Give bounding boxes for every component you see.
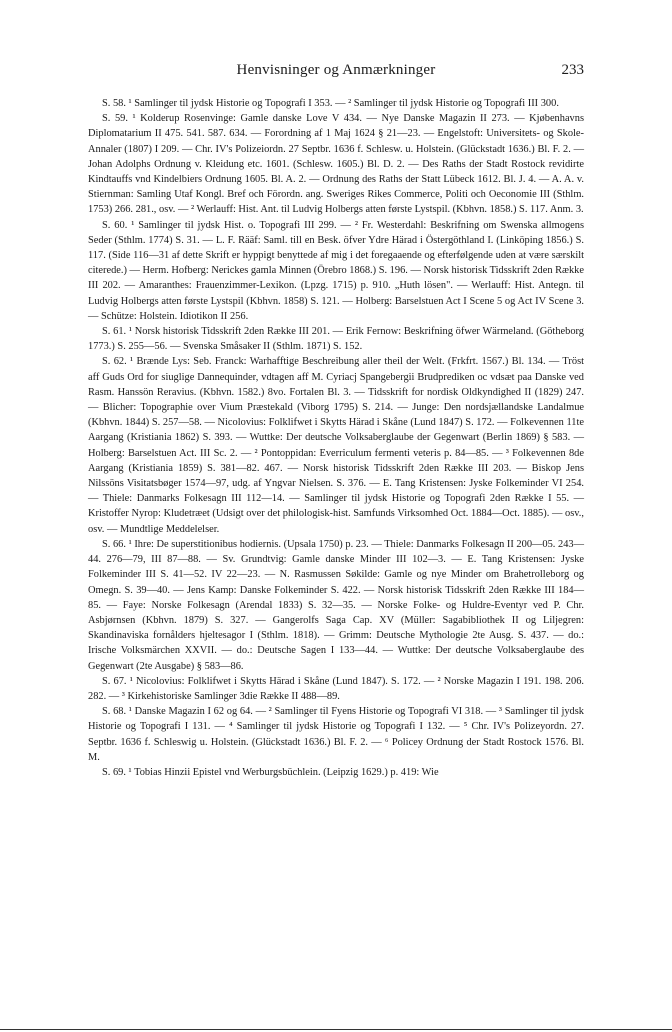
note-paragraph: S. 68. ¹ Danske Magazin I 62 og 64. — ² Samlinger til Fyens Historie og Topografi VI 318. — ³ Samlinger til jydsk Historie og Topografi I 131. — ⁴ Samlinger til jydsk Historie og Topografi I 132. — ⁵ Chr. IV's Polizeyordn. 27. Septbr. 1636 f. Schleswig u. Holstein. (Glückstadt 1636.) Bl. F. 2. — ⁶ Policey Ordnung der Stadt Rostock 1576. Bl. M.	[88, 706, 584, 763]
running-title: Henvisninger og Anmærkninger	[236, 62, 436, 78]
note-paragraph: S. 59. ¹ Kolderup Rosenvinge: Gamle danske Love V 434. — Nye Danske Magazin II 273. — Kjøbenhavns Diplomatarium II 475. 541. 587. 634. — Forordning af 1 Maj 1624 § 21—23. — Engelstoft: Universitets- og Skole-Annaler (1807) I 209. — Chr. IV's Polizeiordn. 27 Septbr. 1636 f. Schlesw. u. Holstein. (Glückstadt 1636.) Bl. F. 2. — Johan Adolphs Ordnung v. Kleidung etc. 1601. (Schlesw. 1605.) Bl. D. 2. — Des Raths der Stadt Rostock revidirte Kindtauffs vnd Kindelbiers Ordnung 1605. Bl. A. 2. — Ordnung des Raths der Statt Lübeck 1612. Bl. J. 4. — A. A. v. Stiernman: Samling Utaf Kongl. Bref och Förordn. ang. Sweriges Rikes Commerce, Politi och Oeconomie III (Sthlm. 1753) 266. 281., osv. — ² Werlauff: Hist. Ant. til Ludvig Holbergs atten første Lystspil. (Kbhvn. 1858.) S. 117. Anm. 3.	[88, 113, 584, 216]
page-header	[88, 62, 584, 86]
bottom-edge-rule	[0, 1029, 672, 1030]
note-paragraph: S. 67. ¹ Nicolovius: Folklifwet i Skytts Härad i Skåne (Lund 1847). S. 172. — ² Norske Magazin I 191. 198. 206. 282. — ³ Kirkehistoriske Samlinger 3die Række II 488—89.	[88, 675, 584, 702]
note-paragraph: S. 60. ¹ Samlinger til jydsk Hist. o. Topografi III 299. — ² Fr. Westerdahl: Beskrifning om Swenska allmogens Seder (Sthlm. 1774) S. 31. — L. F. Rääf: Saml. till en Besk. öfver Ydre Härad i Östergöthland I. (Linköping 1856.) S. 117. (Side 116—31 af dette Skrift er hyppigt benyttede af mig i det foregaaende og efterfølgende uden at være særskilt citerede.) — Herm. Hofberg: Nerickes gamla Minnen (Örebro 1868.) S. 196. — Norsk historisk Tidsskrift 2den Række III 202. — Amaranthes: Frauenzimmer-Lexikon. (Lpzg. 1715) p. 910. „Huth lösen". — Werlauff: Hist. Antegn. til Ludvig Holbergs atten første Lystspil (Kbhvn. 1858) S. 121. — Holberg: Barselstuen Act I Scene 5 og Act IV Scene 3. — Schütze: Holstein. Idiotikon II 256.	[88, 219, 584, 322]
note-paragraph: S. 61. ¹ Norsk historisk Tidsskrift 2den Række III 201. — Erik Fernow: Beskrifning öfwer Wärmeland. (Götheborg 1773.) S. 255—56. — Svenska Småsaker II (Sthlm. 1871) S. 152.	[88, 326, 584, 353]
notes-body	[88, 96, 584, 780]
note-paragraph: S. 62. ¹ Brænde Lys: Seb. Franck: Warhafftige Beschreibung aller theil der Welt. (Frkfrt. 1567.) Bl. 134. — Tröst aff Guds Ord for siuglige Dannequinder, vdtagen aff M. Cyriacj Spangebergii Brudprediken oc vdsæt paa Danske ved Rasm. Hanssön Reravius. (Kbhvn. 1582.) 8vo. Fortalen Bl. 3. — Tidsskrift for nordisk Oldkyndighed II (1829) 247. — Blicher: Topographie over Vium Præstekald (Viborg 1795) S. 214. — Junge: Den nordsjællandske Landalmue (Kbhvn. 1844) S. 257—58. — Nicolovius: Folklifwet i Skytts Härad i Skåne (Lund 1847) S. 172. — Folkevennen 11te Aargang (Kristiania 1862) S. 393. — Wuttke: Der deutsche Volksaberglaube der Gegenwart (Berlin 1869) § 583. — Holberg: Barselstuen Act. III Sc. 2. — ² Pontoppidan: Everriculum fermenti veteris p. 84—85. — ³ Folkevennen 8de Aargang (Kristiania 1859) S. 381—82. 467. — Norsk historisk Tidsskrift 2den Række III 203. — Biskop Jens Nilssöns Visitatsbøger 1574—97, udg. af Yngvar Nielsen. S. 376. — E. Tang Kristensen: Jyske Folkeminder VI 254. — Thiele: Danmarks Folkesagn III 112—14. — Samlinger til jydsk Historie og Topografi 2den Række I 55. — Kristoffer Nyrop: Kludetræet (Udsigt over det philologisk-hist. Samfunds Virksomhed Oct. 1884—Oct. 1885). — osv., osv. — Mundtlige Meddelelser.	[88, 356, 584, 535]
note-paragraph: S. 69. ¹ Tobias Hinzii Epistel vnd Werburgsbüchlein. (Leipzig 1629.) p. 419: Wie	[102, 766, 439, 778]
page-number: 233	[561, 62, 584, 78]
note-paragraph: S. 66. ¹ Ihre: De superstitionibus hodiernis. (Upsala 1750) p. 23. — Thiele: Danmarks Folkesagn II 200—05. 243—44. 276—79, III 87—88. — Sv. Grundtvig: Gamle danske Minder III 102—3. — E. Tang Kristensen: Jyske Folkeminder III S. 41—52. IV 22—23. — N. Rasmussen Søkilde: Gamle og nye Minder om Brahetrolleborg og Omegn. S. 39—40. — Jens Kamp: Danske Folkeminder S. 422. — Norsk historisk Tidsskrift 2den Række III 184—85. — Faye: Norske Folkesagn (Arendal 1833) S. 32—35. — Norske Folke- og Huldre-Eventyr ved P. Chr. Asbjørnsen (Kbhvn. 1879) S. 327. — Gangerolfs Saga Cap. XV (Müller: Sagabibliothek II og Liljegren: Skandinaviska fornålders hjeltesagor I (Sthlm. 1818). — Grimm: Deutsche Mythologie 2te Ausg. S. 437. — do.: Irische Volksmärchen XXVII. — do.: Deutsche Sagen I 133—44. — Wuttke: Der deutsche Volksaberglaube des Gegenwart (2te Ausgabe) § 583—86.	[88, 538, 584, 672]
note-paragraph: S. 58. ¹ Samlinger til jydsk Historie og Topografi I 353. — ² Samlinger til jydsk Historie og Topografi III 300.	[102, 98, 559, 109]
